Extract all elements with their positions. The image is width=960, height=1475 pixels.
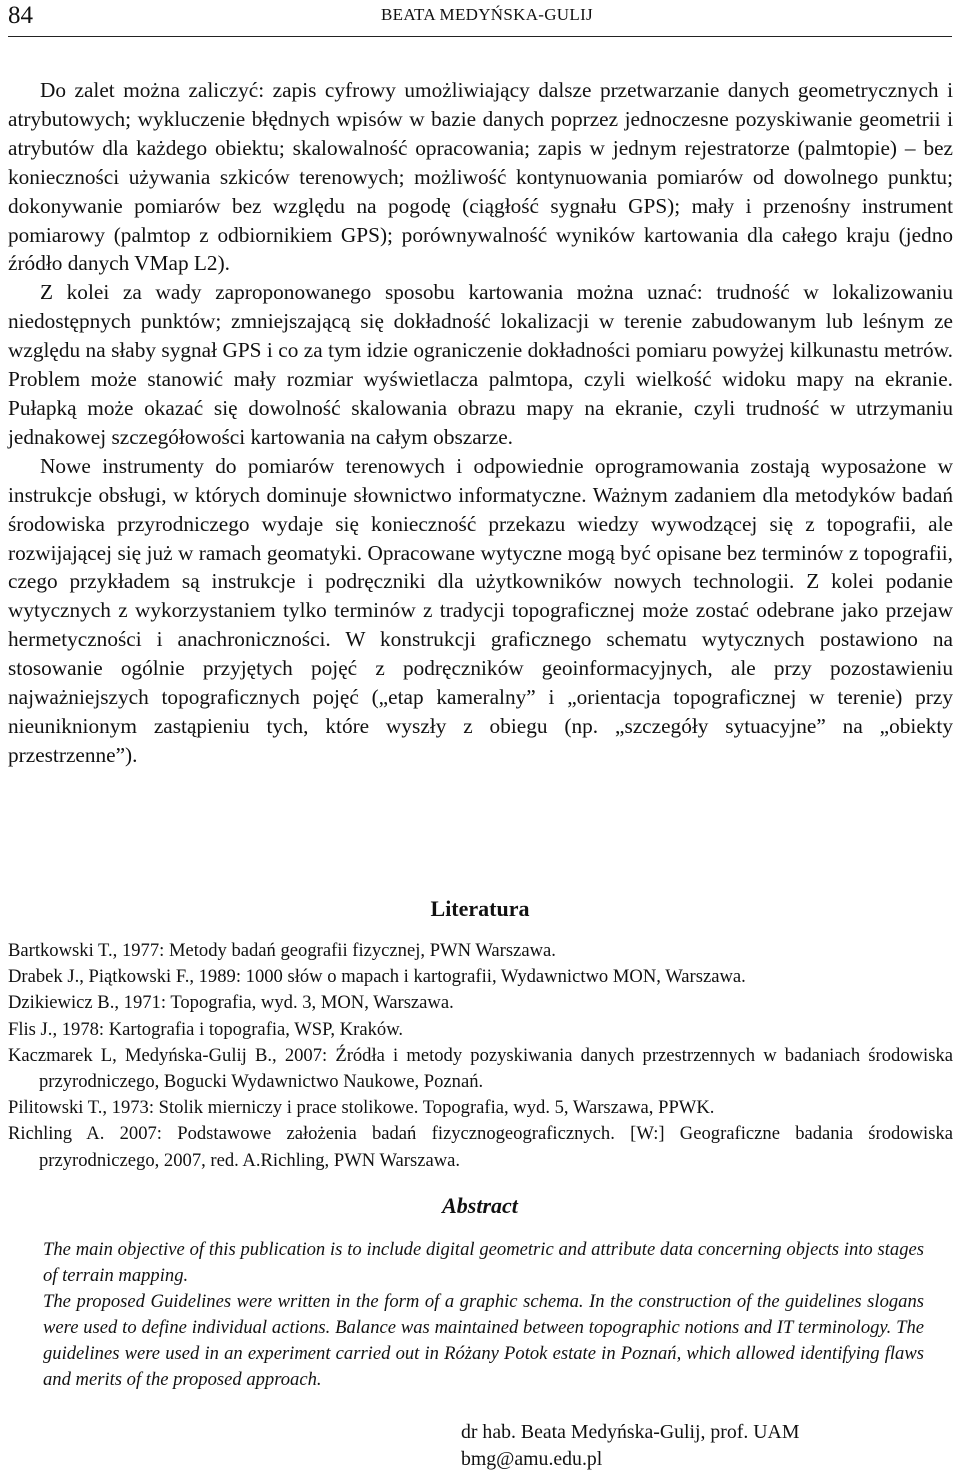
paragraph-advantages: Do zalet można zaliczyć: zapis cyfrowy umożliwiający dalsze przetwarzanie danych geometrycznych i atrybutowych; wykluczenie błędnych wpisów w bazie danych poprzez jednoczesne pozyskiwanie geometrii i atrybutów dla każdego obiektu; skalowalność opracowania; zapis w jednym rejestratorze (palmtopie) – bez konieczności używania szkiców terenowych; możliwość kontynuowania pomiarów od dowolnego punktu; dokonywanie pomiarów bez względu na pogodę (ciągłość sygnału GPS); mały i przenośny instrument pomiarowy (palmtop z odbiornikiem GPS); porównywalność wyników kartowania dla całego kraju (jedno źródło danych VMap L2). [8,78,953,276]
running-head: BEATA MEDYŃSKA-GULIJ [381,5,593,24]
reference-item: Dzikiewicz B., 1971: Topografia, wyd. 3, MON, Warszawa. [8,992,454,1014]
abstract-text [43,1237,924,1392]
paragraph-disadvantages: Z kolei za wady zaproponowanego sposobu kartowania można uznać: trudność w lokalizowaniu niedostępnych punktów; zmniejszającą się dokładność lokalizacji w terenie zabudowanym lub leśnym ze względu na słaby sygnał GPS i co za tym idzie ograniczenie dokładności pomiaru powyżej kilkunastu metrów. Problem może stanowić mały rozmiar wyświetlacza palmtopa, czyli wielkość widoku mapy na ekranie. Pułapką może okazać się dowolność skalowania obrazu mapy na ekranie, czyli trudność w utrzymaniu jednakowej szczegółowości kartowania na całym obszarze. [8,280,953,449]
reference-item: Richling A. 2007: Podstawowe założenia badań fizycznogeograficznych. [W:] Geograficzne badania środowiska przyrodniczego, 2007, red. A.Richling, PWN Warszawa. [8,1123,953,1171]
reference-item: Pilitowski T., 1973: Stolik mierniczy i prace stolikowe. Topografia, wyd. 5, Warszawa, PPWK. [8,1097,715,1119]
author-name: dr hab. Beata Medyńska-Gulij, prof. UAM [461,1421,800,1443]
reference-item: Bartkowski T., 1977: Metody badań geografii fizycznej, PWN Warszawa. [8,940,556,961]
page-header [8,0,952,38]
abstract-paragraph: The proposed Guidelines were written in the form of a graphic schema. In the construction of the guidelines slogans were used to define individual actions. Balance was maintained between topographic notions and IT terminology. The guidelines were used in an experiment carried out in Różany Potok estate in Poznań, which allowed identifying flaws and merits of the proposed approach. [43,1290,924,1390]
reference-item: Flis J., 1978: Kartografia i topografia, WSP, Kraków. [8,1018,404,1040]
page-number: 84 [8,2,33,29]
header-rule [8,36,952,37]
body-text [8,76,953,770]
literature-heading: Literatura [430,896,530,921]
author-block [461,1419,799,1472]
reference-item: Kaczmarek L, Medyńska-Gulij B., 2007: Źródła i metody pozyskiwania danych przestrzennych w badaniach środowiska przyrodniczego, Bogucki Wydawnictwo Naukowe, Poznań. [8,1044,953,1093]
abstract-heading: Abstract [442,1193,518,1218]
paragraph-conclusions: Nowe instrumenty do pomiarów terenowych i odpowiednie oprogramowania zostają wyposażone w instrukcje obsługi, w których dominuje słownictwo informatyczne. Ważnym zadaniem dla metodyków badań środowiska przyrodniczego wydaje się konieczność przekazu wiedzy wywodzącej się z topografii, ale rozwijającej się już w ramach geomatyki. Opracowane wytyczne mogą być opisane bez terminów z topografii, czego przykładem są instrukcje i podręczniki dla użytkowników nowych technologii. Z kolei podanie wytycznych z wykorzystaniem tylko terminów z tradycji topograficznej może zostać odebrane jako przejaw hermetyczności i anachroniczności. W konstrukcji graficznego schematu wytycznych postawiono na stosowanie ogólnie przyjętych pojęć z podręczników geoinformacyjnych, ale przy pozostawieniu najważniejszych topograficznych pojęć („etap kameralny” i „orientacja topograficznej w terenie) przy nieuniknionym zastąpieniu tych, które wyszły z obiegu (np. „szczegóły sytuacyjne” na „obiekty przestrzenne”). [8,453,953,767]
reference-item: Drabek J., Piątkowski F., 1989: 1000 słów o mapach i kartografii, Wydawnictwo MON, Warszawa. [8,966,746,988]
reference-list [8,938,953,1174]
abstract-paragraph: The main objective of this publication is to include digital geometric and attribute data concerning objects into stages of terrain mapping. [43,1239,924,1286]
author-email: bmg@amu.edu.pl [461,1447,603,1470]
